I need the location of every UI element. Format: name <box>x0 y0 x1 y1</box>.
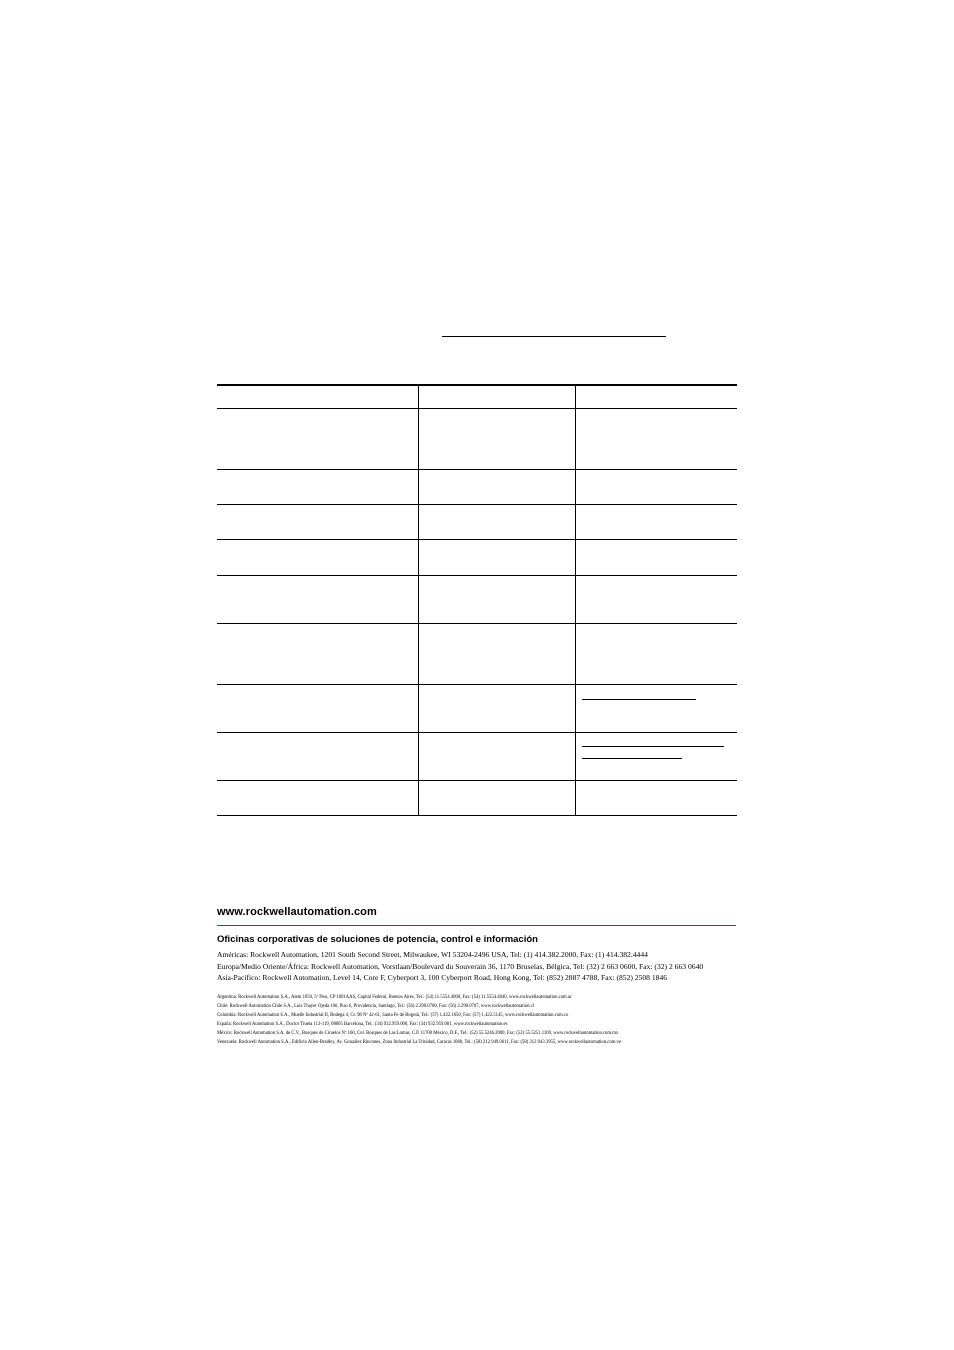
table-cell <box>576 684 738 732</box>
table-row <box>217 504 737 539</box>
office-spain: España: Rockwell Automation S.A., Doctor Trueta 113-119, 08005 Barcelona, Tel.: (34) 932.959.000, Fax: (34) 932.959.001, www.rockwellautomation.es <box>217 1022 508 1027</box>
table-cell <box>217 575 419 623</box>
link-underline[interactable] <box>582 758 682 759</box>
table-cell <box>217 385 419 408</box>
table-cell <box>576 385 738 408</box>
office-colombia: Colombia: Rockwell Automation S.A., Muelle Industrial II, Bodega 4, Cr. 98 Nº 42-61, Santa Fe de Bogotá, Tel.: (57) 1.422.1650, Fax: (57) 1.422.5145, www.rockwellautomation.com.co <box>217 1013 569 1018</box>
table-cell <box>217 539 419 575</box>
table-cell <box>217 408 419 469</box>
table-cell <box>217 623 419 684</box>
table-row <box>217 539 737 575</box>
table-row <box>217 575 737 623</box>
table-cell <box>217 504 419 539</box>
office-asia-pacific: Asia-Pacífico: Rockwell Automation, Level 14, Core F, Cyberport 3, 100 Cyberport Road, Hong Kong, Tel: (852) 2887 4788, Fax: (852) 2508 1846 <box>217 973 668 982</box>
support-table <box>217 384 737 816</box>
table-cell <box>576 623 738 684</box>
table-cell <box>419 504 576 539</box>
link-underline[interactable] <box>582 746 724 747</box>
table-row <box>217 469 737 504</box>
office-americas: Américas: Rockwell Automation, 1201 South Second Street, Milwaukee, WI 53204-2496 USA, Tel: (1) 414.382.2000, Fax: (1) 414.382.4444 <box>217 950 648 959</box>
office-venezuela: Venezuela: Rockwell Automation S.A., Edificio Allen-Bradley, Av. González Rincones, Zona Industrial La Trinidad, Caracas 1080, Tel.: (58) 212.949.0611, Fax: (58) 212.943.3955, www.rockwellautomation.com.ve <box>217 1040 621 1045</box>
office-argentina: Argentina: Rockwell Automation S.A., Alem 1050, 5º Piso, CP 1001AAS, Capital Federal, Buenos Aires, Tel.: (54) 11.5554.4000, Fax: (54) 11.5554.4040, www.rockwellautomation.com.ar <box>217 995 572 1000</box>
table-cell <box>576 469 738 504</box>
link-underline[interactable] <box>582 699 696 700</box>
table-cell <box>576 408 738 469</box>
table-row <box>217 408 737 469</box>
website-link[interactable]: www.rockwellautomation.com <box>217 906 377 918</box>
headquarters-heading: Oficinas corporativas de soluciones de potencia, control e información <box>217 934 538 945</box>
table-cell <box>217 780 419 815</box>
table-cell <box>576 539 738 575</box>
table-row <box>217 684 737 732</box>
table-header-row <box>217 385 737 408</box>
table-row <box>217 623 737 684</box>
table-cell <box>419 684 576 732</box>
office-europe: Europa/Medio Oriente/África: Rockwell Automation, Vorstlaan/Boulevard du Souverain 36, 1170 Bruselas, Bélgica, Tel: (32) 2 663 0600, Fax: (32) 2 663 0640 <box>217 962 704 971</box>
office-mexico: México: Rockwell Automation S.A. de C.V., Bosques de Ciruelos Nº 160, Col. Bosques de Las Lomas, C.P. 11700 México, D.F., Tel.: (52) 55.5246.2000, Fax: (52) 55.5251.1169, www.rockwellautomation.com.mx <box>217 1031 619 1036</box>
table-row <box>217 780 737 815</box>
table-cell <box>419 780 576 815</box>
table-cell <box>419 408 576 469</box>
table-cell <box>576 504 738 539</box>
table-cell <box>576 732 738 780</box>
table-cell <box>419 623 576 684</box>
table-row <box>217 732 737 780</box>
table-cell <box>419 732 576 780</box>
table-cell <box>419 539 576 575</box>
table-cell <box>217 684 419 732</box>
table-cell <box>419 575 576 623</box>
table-cell <box>576 575 738 623</box>
table-cell <box>217 732 419 780</box>
table-cell <box>217 469 419 504</box>
title-link-underline[interactable] <box>442 336 666 337</box>
office-chile: Chile: Rockwell Automation Chile S.A., Luis Thayer Ojeda 166, Piso 6, Providencia, Santiago, Tel.: (56) 2.290.0700, Fax: (56) 2.290.0707, www.rockwellautomation.cl <box>217 1004 534 1009</box>
table-cell <box>419 385 576 408</box>
red-divider <box>217 925 736 926</box>
table-cell <box>576 780 738 815</box>
table-cell <box>419 469 576 504</box>
